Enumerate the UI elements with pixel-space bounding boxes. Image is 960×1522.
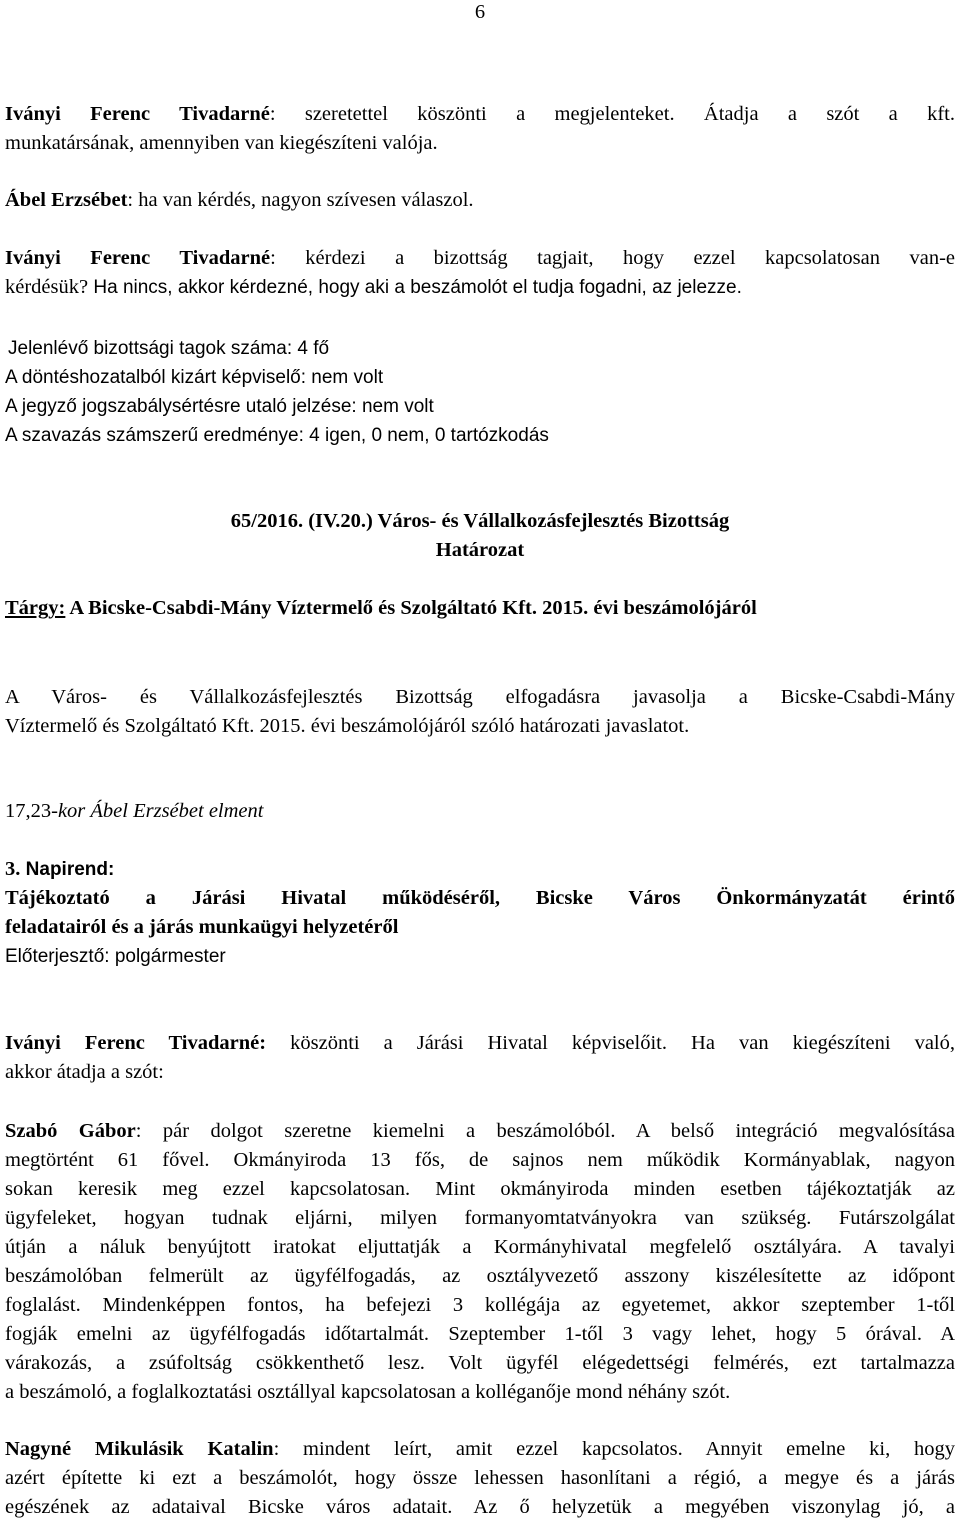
- paragraph-line: beszámolóban felmerült az ügyfélfogadás, az osztályvezető asszony kiszélesítette az időpont: [5, 1265, 955, 1287]
- paragraph-line: a beszámoló, a foglalkoztatási osztállyal kapcsolatosan a kolléganője mond néhány szót.: [5, 1381, 731, 1403]
- vote-summary: [8, 334, 958, 363]
- agenda-title: [5, 884, 955, 942]
- agenda-label: Napirend:: [20, 859, 115, 880]
- vote-line: A jegyző jogszabálysértésre utaló jelzése: nem volt: [5, 396, 434, 417]
- paragraph-text: kérdésük?: [5, 276, 89, 298]
- speaker-name: Iványi Ferenc Tivadarné: [5, 247, 271, 269]
- vote-line: A döntéshozatalból kizárt képviselő: nem volt: [5, 367, 384, 388]
- paragraph-line: [5, 273, 955, 302]
- paragraph-line: fogják emelni az ügyfélfogadás időtartalmát. Szeptember 1-től 3 vagy lehet, hogy 5 órával. A: [5, 1323, 955, 1345]
- agenda-number: 3.: [5, 858, 21, 880]
- paragraph-line: egészének az adataival Bicske város adatait. Az ő helyzetük a megyében viszonylag jó, a: [5, 1496, 955, 1518]
- paragraph-text: köszönti a Járási Hivatal képviselőit. Ha van kiegészíteni való,: [266, 1032, 955, 1054]
- paragraph-text: : ha van kérdés, nagyon szívesen válaszol.: [127, 189, 474, 211]
- resolution-number: 65/2016. (IV.20.): [230, 510, 373, 532]
- subject-text: A Bicske-Csabdi-Mány Víztermelő és Szolgáltató Kft. 2015. évi beszámolójáról: [65, 597, 757, 619]
- paragraph-line: sokan keresik meg ezzel kapcsolatosan. Mint okmányiroda minden esetben tájékoztatják az: [5, 1178, 955, 1200]
- paragraph-opening: [5, 100, 955, 158]
- paragraph-welcome: [5, 1029, 955, 1087]
- paragraph-szabo: [5, 1117, 955, 1407]
- paragraph-line: foglalást. Mindenképpen fontos, ha befejezi 3 kollégája az egyetemet, akkor szeptember 1-től: [5, 1294, 955, 1316]
- paragraph-line: munkatársának, amennyiben van kiegészíteni valója.: [5, 132, 438, 154]
- resolution-committee: Város- és Vállalkozásfejlesztés Bizottság: [372, 510, 730, 532]
- vote-line: Jelenlévő bizottsági tagok száma: 4 fő: [8, 338, 330, 359]
- note-time: 17,23-: [5, 800, 58, 822]
- paragraph-text: : pár dolgot szeretne kiemelni a beszámolóból. A belső integráció megvalósítása: [135, 1120, 955, 1142]
- speaker-name: Ábel Erzsébet: [5, 189, 128, 211]
- paragraph-line: [5, 1029, 955, 1058]
- resolution-title-text: Határozat: [435, 539, 525, 561]
- subject-label: Tárgy:: [5, 597, 66, 619]
- paragraph-line: [5, 1435, 955, 1464]
- paragraph-line: [5, 1117, 955, 1146]
- paragraph-line: ügyfeleket, hogyan tudnak eljárni, milyen formanyomtatványokra van szükség. Futárszolgálat: [5, 1207, 955, 1229]
- speaker-name: Szabó Gábor: [5, 1120, 136, 1142]
- agenda-title-line: [5, 884, 955, 913]
- agenda-title-text: feladatairól és a járás munkaügyi helyzetéről: [5, 916, 399, 938]
- resolution-body: [5, 683, 955, 741]
- paragraph-line: várakozás, a zsúfoltság csökkenthető lesz. Volt ügyfél elégedettségi felmérés, ezt tartalmazza: [5, 1352, 955, 1374]
- resolution-line: Víztermelő és Szolgáltató Kft. 2015. évi beszámolójáról szóló határozati javaslatot.: [5, 715, 690, 737]
- resolution-line: A Város- és Vállalkozásfejlesztés Bizottság elfogadásra javasolja a Bicske-Csabdi-Mány: [5, 686, 955, 708]
- paragraph-text: : szeretettel köszönti a megjelenteket. Átadja a szót a kft.: [269, 103, 956, 125]
- page-number: 6: [474, 1, 486, 23]
- departure-note: [5, 797, 955, 826]
- resolution-heading: [0, 507, 960, 536]
- paragraph-question: [5, 244, 955, 302]
- speaker-name: Nagyné Mikulásik Katalin: [5, 1438, 274, 1460]
- agenda-presenter: Előterjesztő: polgármester: [5, 946, 226, 967]
- resolution-subject: [5, 594, 955, 623]
- speaker-name: Iványi Ferenc Tivadarné:: [5, 1032, 267, 1054]
- paragraph-line: [5, 100, 955, 129]
- paragraph-line: útján a náluk benyújtott iratokat eljuttatják a Kormányhivatal megfelelő osztályára. A tavalyi: [5, 1236, 955, 1258]
- paragraph-line: akkor átadja a szót:: [5, 1061, 164, 1083]
- paragraph-line: [5, 244, 955, 273]
- vote-summary-rest: [5, 363, 955, 450]
- paragraph-text: : mindent leírt, amit ezzel kapcsolatos. Annyit emelne ki, hogy: [273, 1438, 955, 1460]
- paragraph-line: azért építette ki ezt a beszámolót, hogy össze lehessen hasonlítani a régió, a megye és a járás: [5, 1467, 955, 1489]
- paragraph-nagyne: [5, 1435, 955, 1522]
- resolution-title: [0, 536, 960, 565]
- paragraph-reply: [5, 186, 955, 215]
- note-text: kor Ábel Erzsébet elment: [57, 800, 264, 822]
- agenda-title-text: Tájékoztató a Járási Hivatal működéséről, Bicske Város Önkormányzatát érintő: [5, 887, 955, 909]
- speaker-name: Iványi Ferenc Tivadarné: [5, 103, 270, 125]
- agenda-heading: [5, 855, 955, 884]
- paragraph-text: : kérdezi a bizottság tagjait, hogy ezzel kapcsolatosan van-e: [270, 247, 955, 269]
- agenda-title-line: [5, 913, 955, 942]
- vote-line: A szavazás számszerű eredménye: 4 igen, 0 nem, 0 tartózkodás: [5, 425, 549, 446]
- paragraph-line: megtörtént 61 fővel. Okmányiroda 13 fős, de sajnos nem működik Kormányablak, nagyon: [5, 1149, 955, 1171]
- paragraph-text: Ha nincs, akkor kérdezné, hogy aki a beszámolót el tudja fogadni, az jelezze.: [88, 277, 742, 298]
